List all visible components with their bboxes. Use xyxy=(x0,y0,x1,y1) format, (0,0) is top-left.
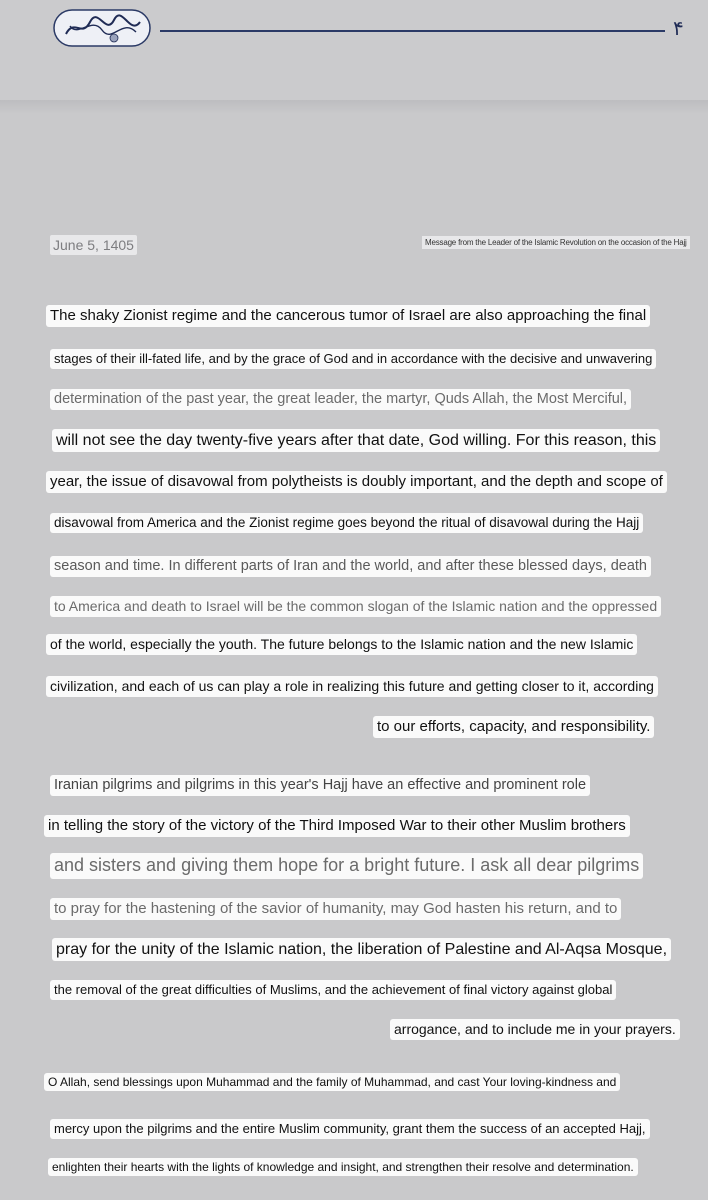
text-line: to our efforts, capacity, and responsibility. xyxy=(373,716,654,738)
text-line: stages of their ill-fated life, and by the grace of God and in accordance with the decisive and unwavering xyxy=(50,349,656,369)
text-line: season and time. In different parts of Iran and the world, and after these blessed days, death xyxy=(50,556,651,577)
date-label: June 5, 1405 xyxy=(50,235,137,255)
header-rule xyxy=(160,30,665,32)
page-number: ۴ xyxy=(673,16,684,40)
text-line: arrogance, and to include me in your prayers. xyxy=(390,1019,680,1040)
header-divider xyxy=(0,100,708,114)
text-line: to America and death to Israel will be the common slogan of the Islamic nation and the oppressed xyxy=(50,596,661,617)
text-line: of the world, especially the youth. The future belongs to the Islamic nation and the new Islamic xyxy=(46,634,637,655)
document-title: Message from the Leader of the Islamic Revolution on the occasion of the Hajj xyxy=(422,236,690,249)
text-line: to pray for the hastening of the savior of humanity, may God hasten his return, and to xyxy=(50,898,621,920)
text-line: enlighten their hearts with the lights of knowledge and insight, and strengthen their resolve and determination. xyxy=(48,1158,638,1176)
text-line: in telling the story of the victory of the Third Imposed War to their other Muslim brothers xyxy=(44,815,630,837)
text-line: The shaky Zionist regime and the cancerous tumor of Israel are also approaching the final xyxy=(46,305,650,327)
page-header xyxy=(0,0,708,100)
text-line: year, the issue of disavowal from polytheists is doubly important, and the depth and scope of xyxy=(46,471,667,493)
text-line: civilization, and each of us can play a role in realizing this future and getting closer to it, according xyxy=(46,676,658,697)
text-line: will not see the day twenty-five years after that date, God willing. For this reason, this xyxy=(52,429,660,452)
text-line: Iranian pilgrims and pilgrims in this year's Hajj have an effective and prominent role xyxy=(50,775,590,796)
text-line: pray for the unity of the Islamic nation, the liberation of Palestine and Al-Aqsa Mosque, xyxy=(52,938,671,961)
text-line: determination of the past year, the great leader, the martyr, Quds Allah, the Most Merciful, xyxy=(50,389,631,410)
calligraphy-seal-logo xyxy=(52,8,152,48)
text-line: disavowal from America and the Zionist regime goes beyond the ritual of disavowal during the Hajj xyxy=(50,513,643,533)
text-line: mercy upon the pilgrims and the entire Muslim community, grant them the success of an accepted Hajj, xyxy=(50,1119,650,1139)
text-line: O Allah, send blessings upon Muhammad and the family of Muhammad, and cast Your loving-kindness and xyxy=(44,1073,620,1091)
text-line: and sisters and giving them hope for a bright future. I ask all dear pilgrims xyxy=(50,853,643,879)
text-line: the removal of the great difficulties of Muslims, and the achievement of final victory against global xyxy=(50,980,616,1000)
